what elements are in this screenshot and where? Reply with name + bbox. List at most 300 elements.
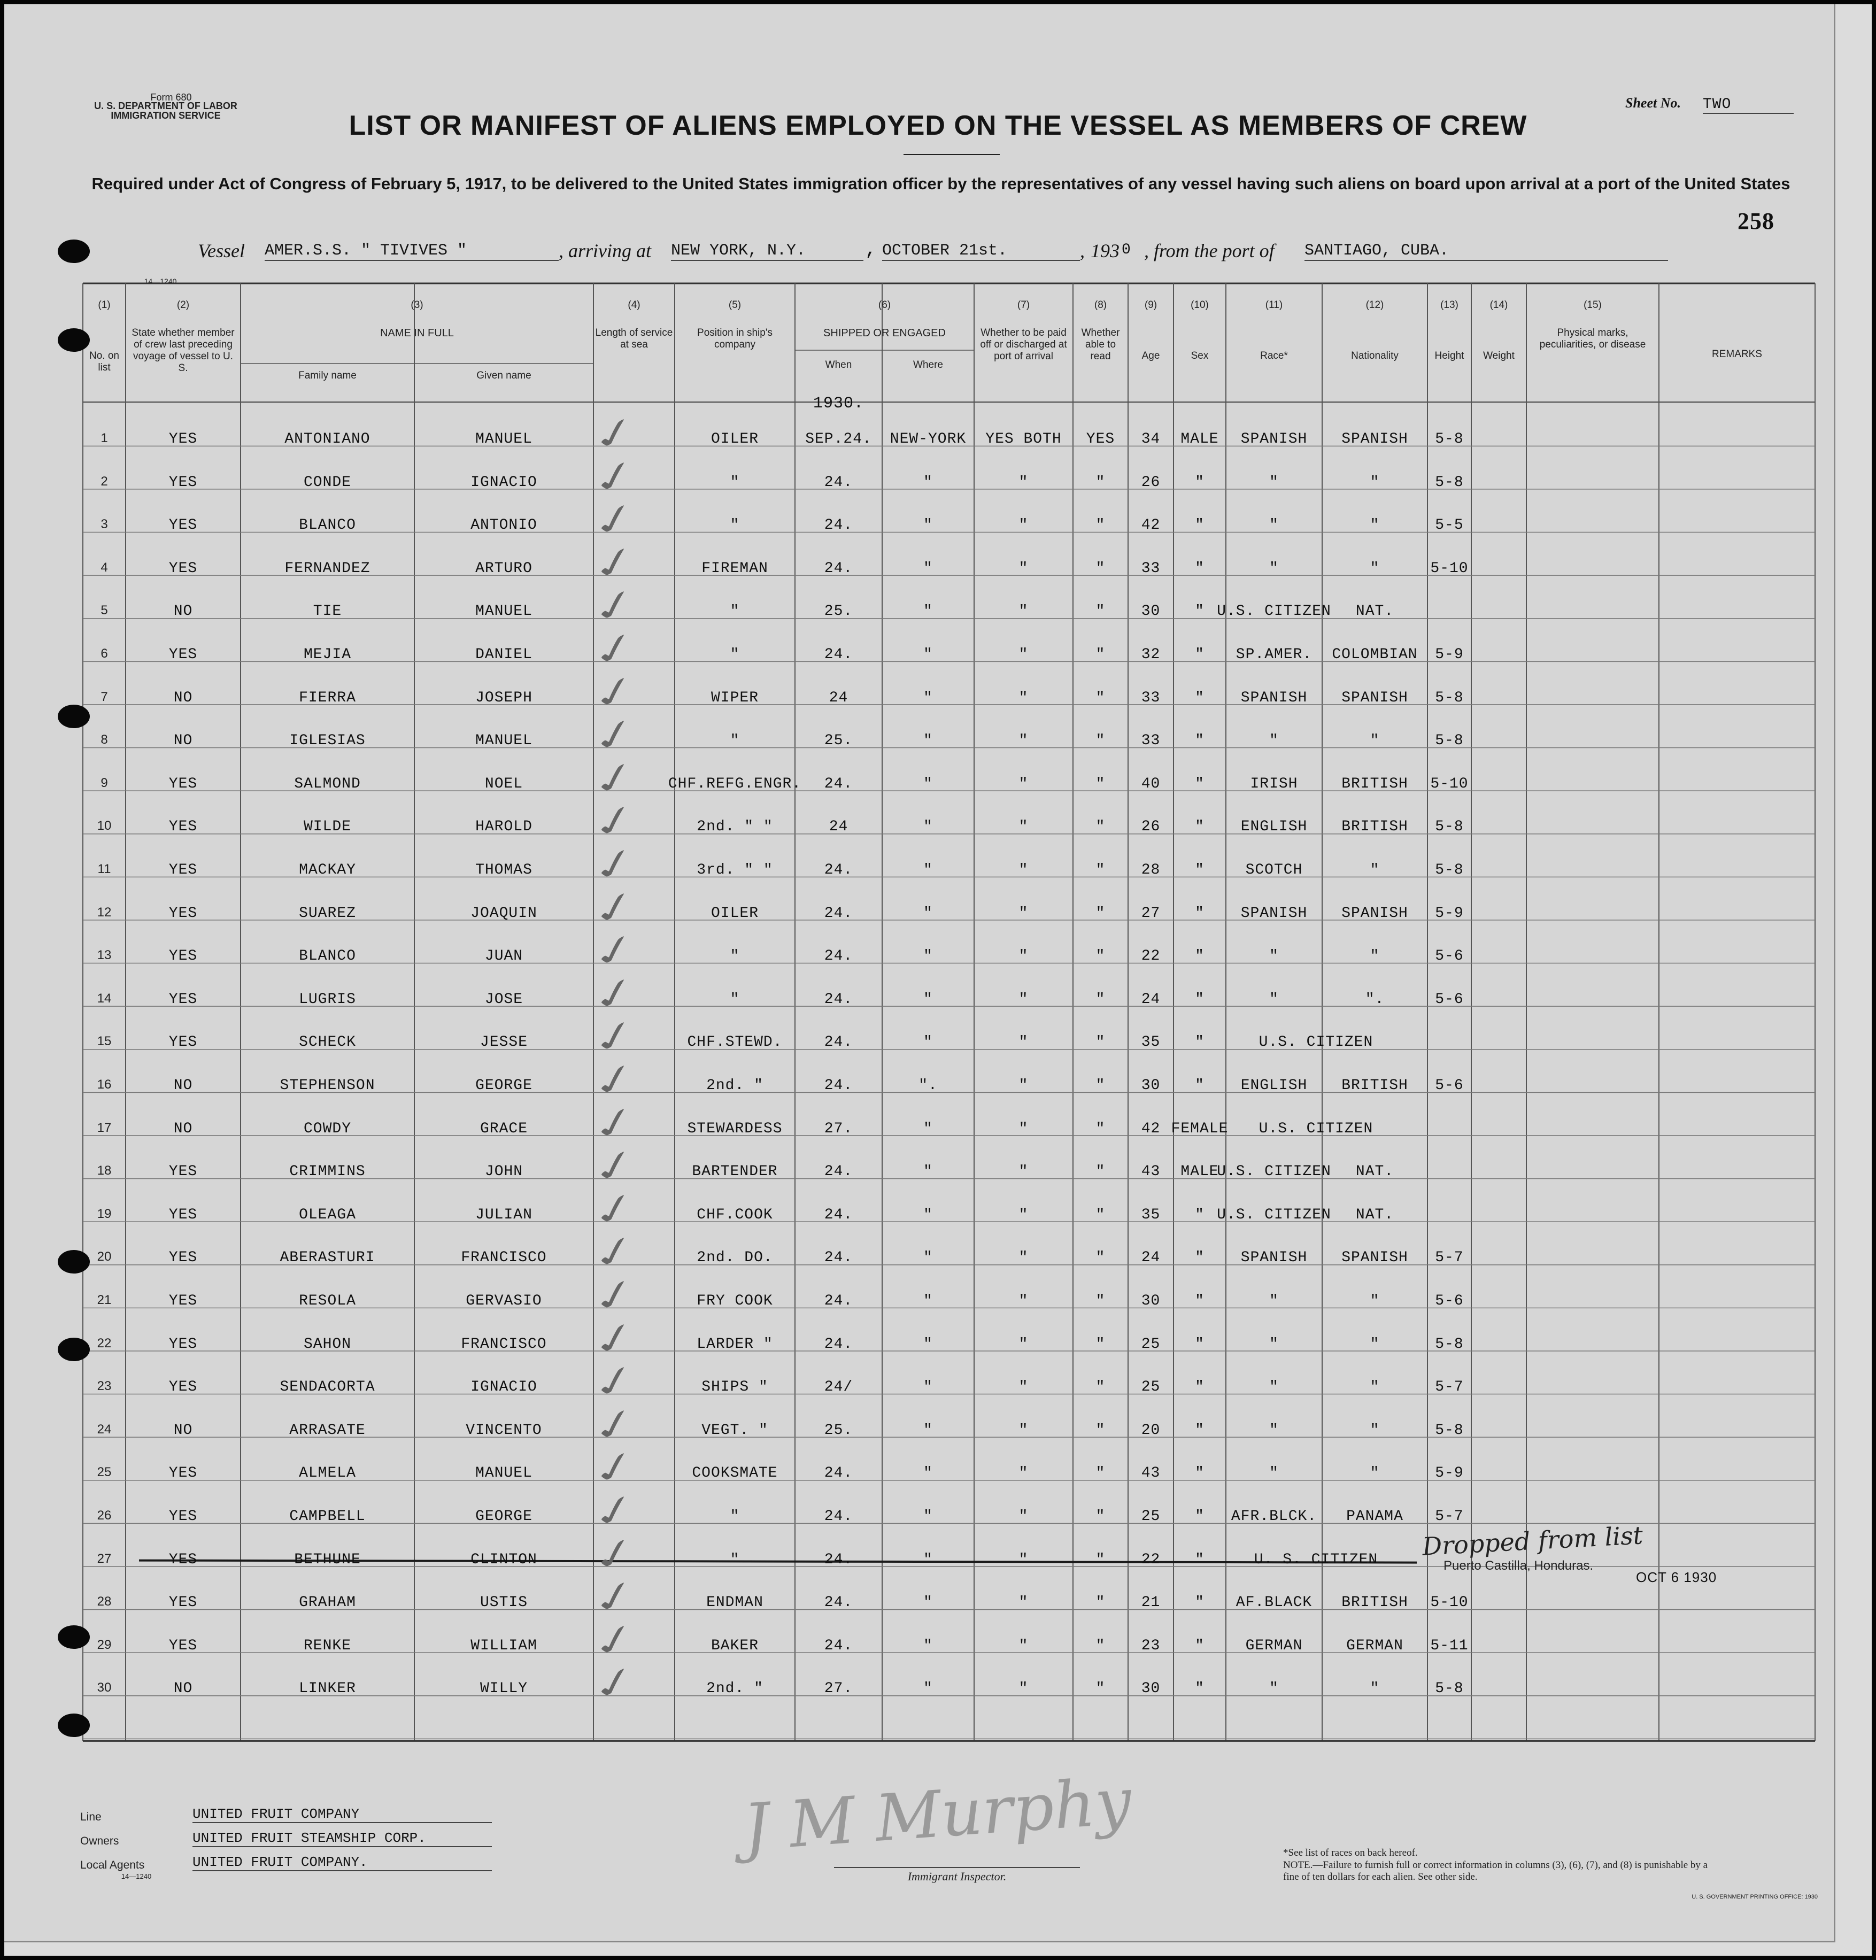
- given-name-cell: VINCENTO: [466, 1422, 542, 1439]
- shipped-when-cell: 24.: [824, 1293, 853, 1309]
- row-number: 14: [97, 991, 112, 1006]
- prior-voyage-cell: YES: [168, 948, 198, 965]
- position-cell: CHF.STEWD.: [687, 1034, 783, 1051]
- shipped-where-cell: ": [923, 732, 933, 750]
- race-cell: U. S. CITIZEN: [1254, 1551, 1378, 1568]
- family-name-cell: CRIMMINS: [289, 1163, 366, 1180]
- paid-off-cell: ": [1018, 560, 1029, 577]
- sex-cell: ": [1195, 1249, 1205, 1267]
- nationality-cell: ": [1370, 1465, 1380, 1482]
- form-number: Form 680: [150, 92, 192, 103]
- service-check-mark: ✓: [585, 1225, 646, 1280]
- height-cell: 5-11: [1430, 1637, 1469, 1654]
- able-to-read-cell: ": [1095, 603, 1106, 620]
- shipped-when-cell: 24.: [824, 1637, 853, 1654]
- family-name-cell: IGLESIAS: [289, 732, 366, 750]
- paid-off-cell: ": [1018, 991, 1029, 1008]
- sex-cell: ": [1195, 948, 1205, 965]
- sheet-label: Sheet No.: [1625, 95, 1681, 111]
- age-cell: 26: [1141, 474, 1161, 491]
- prior-voyage-cell: YES: [168, 1637, 198, 1654]
- row-number: 1: [101, 431, 108, 445]
- sex-cell: ": [1195, 1551, 1205, 1568]
- column-number: (9): [1144, 299, 1157, 311]
- binder-hole: [58, 1338, 90, 1361]
- race-cell: U.S. CITIZEN: [1259, 1034, 1373, 1051]
- service-check-mark: ✓: [585, 621, 646, 677]
- column-subheader: Family name: [298, 370, 357, 381]
- family-name-cell: GRAHAM: [299, 1594, 356, 1611]
- nationality-cell: ": [1370, 862, 1380, 878]
- sex-cell: ": [1195, 991, 1205, 1008]
- family-name-cell: MACKAY: [299, 862, 356, 878]
- able-to-read-cell: ": [1095, 1206, 1106, 1223]
- shipped-where-cell: ": [923, 517, 933, 534]
- sex-cell: ": [1195, 560, 1205, 577]
- sex-cell: ": [1195, 1077, 1205, 1094]
- shipped-when-cell: 24.: [824, 1465, 853, 1482]
- prior-voyage-cell: YES: [168, 775, 198, 792]
- shipped-when-cell: 24.: [824, 560, 853, 577]
- able-to-read-cell: ": [1095, 1077, 1106, 1094]
- position-cell: ": [730, 732, 740, 750]
- service-check-mark: ✓: [585, 923, 646, 978]
- family-name-cell: ABERASTURI: [280, 1249, 375, 1267]
- position-cell: ": [730, 517, 740, 534]
- column-header: State whether member of crew last preceding voyage of vessel to U. S.: [132, 327, 235, 374]
- sex-cell: ": [1195, 1508, 1205, 1525]
- shipped-where-cell: ": [923, 819, 933, 836]
- sex-cell: ": [1195, 819, 1205, 836]
- column-header: SHIPPED OR ENGAGED: [823, 327, 946, 339]
- able-to-read-cell: ": [1095, 1034, 1106, 1051]
- service-check-mark: ✓: [585, 1612, 646, 1668]
- prior-voyage-cell: YES: [168, 1379, 198, 1396]
- paid-off-cell: ": [1018, 1508, 1029, 1525]
- shipped-when-cell: 24/: [824, 1379, 853, 1396]
- shipped-where-cell: ": [923, 905, 933, 922]
- print-code-bottom: 14—1240: [121, 1872, 152, 1880]
- from-port-label: , from the port of: [1144, 240, 1275, 261]
- age-cell: 40: [1141, 775, 1161, 792]
- shipped-where-cell: ": [923, 1249, 933, 1267]
- position-cell: ": [730, 646, 740, 663]
- shipped-where-cell: ": [923, 991, 933, 1008]
- height-cell: 5-8: [1435, 732, 1464, 750]
- shipped-when-cell: 25.: [824, 603, 853, 620]
- shipped-when-cell: 24.: [824, 775, 853, 792]
- paid-off-cell: ": [1018, 474, 1029, 491]
- given-name-cell: MANUEL: [475, 431, 532, 447]
- able-to-read-cell: ": [1095, 560, 1106, 577]
- service-name: IMMIGRATION SERVICE: [111, 110, 221, 121]
- shipped-when-cell: 25.: [824, 732, 853, 750]
- age-cell: 24: [1141, 991, 1161, 1008]
- page-number: 258: [1738, 208, 1774, 234]
- given-name-cell: THOMAS: [475, 862, 532, 878]
- service-check-mark: ✓: [585, 1052, 646, 1108]
- column-number: (4): [628, 299, 640, 311]
- position-cell: ": [730, 603, 740, 620]
- race-cell: ": [1269, 732, 1279, 750]
- family-name-cell: LINKER: [299, 1680, 356, 1697]
- column-number: (1): [98, 299, 111, 311]
- race-cell: U.S. CITIZEN: [1259, 1120, 1373, 1137]
- shipped-when-cell: 24.: [824, 1551, 853, 1568]
- given-name-cell: MANUEL: [475, 603, 532, 620]
- nationality-cell: BRITISH: [1341, 1077, 1408, 1094]
- paid-off-cell: ": [1018, 948, 1029, 965]
- position-cell: 3rd. " ": [697, 862, 773, 878]
- service-check-mark: ✓: [585, 1656, 646, 1711]
- page-subtitle: Required under Act of Congress of February 5, 1917, to be delivered to the United States immigration officer by the representatives of any vessel having such aliens on board upon arrival at a port of the United States: [91, 174, 1790, 193]
- nationality-cell: NAT.: [1355, 1163, 1394, 1180]
- line-value: UNITED FRUIT COMPANY: [192, 1806, 492, 1823]
- shipped-where-cell: ": [923, 1336, 933, 1353]
- column-header: Whether able to read: [1081, 327, 1120, 362]
- shipped-where-cell: ": [923, 603, 933, 620]
- prior-voyage-cell: YES: [168, 517, 198, 534]
- given-name-cell: WILLY: [480, 1680, 528, 1697]
- column-header: Whether to be paid off or discharged at port of arrival: [980, 327, 1067, 362]
- column-header: Sex: [1191, 350, 1209, 361]
- service-check-mark: ✓: [585, 1526, 646, 1581]
- row-number: 7: [101, 689, 108, 704]
- able-to-read-cell: ": [1095, 689, 1106, 706]
- able-to-read-cell: ": [1095, 862, 1106, 878]
- position-cell: ": [730, 1508, 740, 1525]
- service-check-mark: ✓: [585, 751, 646, 806]
- age-cell: 27: [1141, 905, 1161, 922]
- row-number: 25: [97, 1465, 112, 1480]
- family-name-cell: WILDE: [303, 819, 351, 836]
- column-subheader: Given name: [476, 370, 531, 381]
- given-name-cell: FRANCISCO: [461, 1249, 547, 1267]
- nationality-cell: ": [1370, 1680, 1380, 1697]
- penalty-note: NOTE.—Failure to furnish full or correct information in columns (3), (6), (7), and (8) is punishable by a fine of ten dollars for each alien. See other side.: [1283, 1859, 1708, 1882]
- shipped-when-cell: 24.: [824, 1163, 853, 1180]
- age-cell: 20: [1141, 1422, 1161, 1439]
- height-cell: 5-6: [1435, 1293, 1464, 1309]
- shipped-when-cell: 24: [829, 819, 848, 836]
- nationality-cell: SPANISH: [1341, 1249, 1408, 1267]
- service-check-mark: ✓: [585, 406, 646, 461]
- age-cell: 22: [1141, 1551, 1161, 1568]
- sex-cell: ": [1195, 1637, 1205, 1654]
- shipped-where-cell: ": [923, 1680, 933, 1697]
- able-to-read-cell: ": [1095, 646, 1106, 663]
- age-cell: 35: [1141, 1206, 1161, 1223]
- race-cell: ": [1269, 560, 1279, 577]
- able-to-read-cell: ": [1095, 1465, 1106, 1482]
- given-name-cell: JESSE: [480, 1034, 528, 1051]
- paid-off-cell: ": [1018, 1551, 1029, 1568]
- sex-cell: MALE: [1180, 1163, 1219, 1180]
- sex-cell: ": [1195, 1422, 1205, 1439]
- service-check-mark: ✓: [585, 1440, 646, 1495]
- prior-voyage-cell: YES: [168, 431, 198, 447]
- prior-voyage-cell: YES: [168, 991, 198, 1008]
- paid-off-cell: ": [1018, 1594, 1029, 1611]
- arrival-date: OCTOBER 21st.: [882, 242, 1080, 261]
- prior-voyage-cell: NO: [173, 732, 193, 750]
- height-cell: 5-10: [1430, 560, 1469, 577]
- able-to-read-cell: ": [1095, 1551, 1106, 1568]
- sex-cell: FEMALE: [1171, 1120, 1229, 1137]
- family-name-cell: ALMELA: [299, 1465, 356, 1482]
- prior-voyage-cell: YES: [168, 1336, 198, 1353]
- shipped-where-cell: ": [923, 948, 933, 965]
- age-cell: 30: [1141, 1077, 1161, 1094]
- row-number: 12: [97, 905, 112, 920]
- race-cell: ": [1269, 1680, 1279, 1697]
- position-cell: 2nd. ": [706, 1077, 763, 1094]
- row-number: 3: [101, 517, 108, 532]
- able-to-read-cell: ": [1095, 1249, 1106, 1267]
- manifest-sheet: Form 680 U. S. DEPARTMENT OF LABOR IMMIGRATION SERVICE Sheet No. TWO LIST OR MANIFEST OF ALIENS EMPLOYED ON THE VESSEL AS MEMBERS OF CREW Required under Act of Congress of February 5, 1917, to be delivered to the United States immigration officer by the representatives of any vessel having such aliens on board upon arrival at a port of the United States 258 Vessel AMER.S.S. " TIVIVES " , arriving at NEW YORK, N.Y. , OCTOBER 21st. , 193 0 , from the port of SANTIAGO, CUBA. 14—1240 (1) No. on list (2) State whether member of crew last preceding voyage of vessel to U. S. (3) NAME IN FULL Family name Given name (4) Length of service at sea (5) Position in ship's company (6) SHIPPED OR ENGAGED When Where (7) Whether to be paid off or discharged at port of arrival (8) Whether able to read (9) Age (10) Sex (11) Race* (12) Nationality (13) Height (14) Weight (15) Physical marks, peculiarities, or disease REMARKS 1930. 1 YES ANTONIANO MANUEL OILER SEP.24. NEW-YORK YES BOTH YES 34 MALE SPANISH SPANISH 5-8 ✓ 2 YES CONDE IGNACIO " 24. " " " 26 " " " 5-8 ✓ 3 YES BLANCO ANTONIO " 24. " " " 42 " " " 5-5 ✓ 4 YES FERNANDEZ ARTURO FIREMAN 24. " " " 33 " " " 5-10 ✓ 5 NO TIE MANUEL " 25. " " " 30 " U.S. CITIZEN NAT. ✓ 6 YES MEJIA DANIEL " 24. " " " 32 " SP.AMER. COLOMBIAN 5-9 ✓ 7 NO FIERRA JOSEPH WIPER 24 " " " 33 " SPANISH SPANISH 5-8 ✓ 8 NO IGLESIAS MANUEL " 25. " " " 33 " " " 5-8 ✓ 9 YES SALMOND NOEL CHF.REFG.ENGR. 24. " " " 40 " IRISH BRITISH 5-10 ✓ 10 YES WILDE HAROLD 2nd. " " 24 " " " 26 " ENGLISH BRITISH 5-8 ✓ 11 YES MACKAY THOMAS 3rd. " " 24. " " " 28 " SCOTCH " 5-8 ✓ 12 YES SUAREZ JOAQUIN OILER 24. " " " 27 " SPANISH SPANISH 5-9 ✓ 13 YES BLANCO JUAN " 24. " " " 22 " " " 5-6 ✓ 14 YES LUGRIS JOSE " 24. " " " 24 " " ". 5-6 ✓ 15 YES SCHECK JESSE CHF.STEWD. 24. " " " 35 " U.S. CITIZEN ✓ 16 NO STEPHENSON GEORGE 2nd. " 24. ". " " 30 " ENGLISH BRITISH 5-6 ✓ 17 NO COWDY GRACE STEWARDESS 27. " " " 42 FEMALE U.S. CITIZEN ✓ 18 YES CRIMMINS JOHN BARTENDER 24. " " " 43 MALE U.S. CITIZEN NAT. ✓ 19 YES OLEAGA JULIAN CHF.COOK 24. " " " 35 " U.S. CITIZEN NAT. ✓ 20 YES ABERASTURI FRANCISCO 2nd. DO. 24. " " " 24 " SPANISH SPANISH 5-7 ✓ 21 YES RESOLA GERVASIO FRY COOK 24. " " " 30 " " " 5-6 ✓ 22 YES SAHON FRANCISCO LARDER " 24. " " " 25 " " " 5-8 ✓ 23 YES SENDACORTA IGNACIO SHIPS " 24/ " " " 25 " " " 5-7 ✓ 24 NO ARRASATE VINCENTO VEGT. " 25. " " " 20 " " " 5-8 ✓ 25 YES ALMELA MANUEL COOKSMATE 24. " " " 43 " " " 5-9 ✓ 26 YES CAMPBELL GEORGE " 24. " " " 25 " AFR.BLCK. PANAMA 5-7 ✓ 27 YES BETHUNE CLINTON " 24. " " " 22 " U. S. CITIZEN ✓ 28 YES GRAHAM USTIS ENDMAN 24. " " " 21 " AF.BLACK BRITISH 5-10 ✓ 29 YES RENKE WILLIAM BAKER 24. " " " 23 " GERMAN GERMAN 5-11 ✓ 30 NO LINKER WILLY 2nd. " 27. " " " 30 " " " 5-8 ✓ Dropped from list Puerto Castilla, Honduras. OCT 6 1930 Line UNITED FRUIT COMPANY Owners UNITED FRUIT STEAMSHIP CORP. Local Agents UNITED FRUIT COMPANY. 14—1240 J M Murphy Immigrant Inspector. *See list of races on back hereof. NOTE.—Failure to furnish full or correct information in columns (3), (6), (7), and (8) is punishable by a fine of ten dollars for each alien. See other side. U. S. GOVERNMENT PRINTING OFFICE: 1930: [0, 0, 1835, 1942]
- given-name-cell: JUAN: [484, 948, 523, 965]
- shipped-where-cell: ": [923, 1034, 933, 1051]
- race-cell: SPANISH: [1240, 689, 1308, 706]
- prior-voyage-cell: NO: [173, 1422, 193, 1439]
- able-to-read-cell: ": [1095, 1637, 1106, 1654]
- year-note: 1930.: [813, 395, 864, 413]
- nationality-cell: ": [1370, 517, 1380, 534]
- prior-voyage-cell: NO: [173, 689, 193, 706]
- column-header: Height: [1434, 350, 1464, 361]
- binder-hole: [58, 1714, 90, 1737]
- paid-off-cell: ": [1018, 775, 1029, 792]
- shipped-when-cell: 24.: [824, 948, 853, 965]
- age-cell: 35: [1141, 1034, 1161, 1051]
- remarks-handwritten: Dropped from list: [1421, 1521, 1644, 1561]
- sex-cell: ": [1195, 474, 1205, 491]
- age-cell: 43: [1141, 1465, 1161, 1482]
- paid-off-cell: ": [1018, 905, 1029, 922]
- height-cell: 5-8: [1435, 1422, 1464, 1439]
- family-name-cell: SCHECK: [299, 1034, 356, 1051]
- race-cell: SPANISH: [1240, 1249, 1308, 1267]
- remarks-stamp-date: OCT 6 1930: [1636, 1569, 1717, 1585]
- row-number: 15: [97, 1034, 112, 1049]
- arrival-year-suffix: 0: [1122, 242, 1131, 258]
- paid-off-cell: ": [1018, 1379, 1029, 1396]
- row-number: 9: [101, 775, 108, 790]
- height-cell: 5-7: [1435, 1508, 1464, 1525]
- shipped-where-cell: ": [923, 862, 933, 878]
- paid-off-cell: ": [1018, 1249, 1029, 1267]
- height-cell: 5-8: [1435, 819, 1464, 836]
- family-name-cell: CONDE: [303, 474, 351, 491]
- shipped-when-cell: 24.: [824, 646, 853, 663]
- sex-cell: MALE: [1180, 431, 1219, 447]
- prior-voyage-cell: YES: [168, 474, 198, 491]
- position-cell: BARTENDER: [692, 1163, 778, 1180]
- nationality-cell: ": [1370, 948, 1380, 965]
- row-number: 11: [97, 862, 111, 876]
- service-check-mark: ✓: [585, 707, 646, 763]
- paid-off-cell: ": [1018, 1077, 1029, 1094]
- height-cell: 5-5: [1435, 517, 1464, 534]
- prior-voyage-cell: YES: [168, 1508, 198, 1525]
- age-cell: 30: [1141, 1680, 1161, 1697]
- service-check-mark: ✓: [585, 665, 646, 720]
- row-number: 26: [97, 1508, 112, 1523]
- shipped-where-cell: ": [923, 560, 933, 577]
- family-name-cell: BLANCO: [299, 948, 356, 965]
- shipped-where-cell: ": [923, 775, 933, 792]
- age-cell: 33: [1141, 689, 1161, 706]
- race-cell: ": [1269, 1336, 1279, 1353]
- row-number: 5: [101, 603, 108, 618]
- shipped-where-cell: ": [923, 1293, 933, 1309]
- service-check-mark: ✓: [585, 1009, 646, 1064]
- sex-cell: ": [1195, 689, 1205, 706]
- prior-voyage-cell: YES: [168, 1465, 198, 1482]
- given-name-cell: MANUEL: [475, 1465, 532, 1482]
- prior-voyage-cell: NO: [173, 1077, 193, 1094]
- sex-cell: ": [1195, 603, 1205, 620]
- height-cell: 5-10: [1430, 1594, 1469, 1611]
- sex-cell: ": [1195, 1336, 1205, 1353]
- age-cell: 24: [1141, 1249, 1161, 1267]
- race-cell: ": [1269, 1422, 1279, 1439]
- race-cell: SCOTCH: [1245, 862, 1303, 878]
- prior-voyage-cell: YES: [168, 819, 198, 836]
- height-cell: 5-9: [1435, 646, 1464, 663]
- given-name-cell: HAROLD: [475, 819, 532, 836]
- sex-cell: ": [1195, 1379, 1205, 1396]
- shipped-where-cell: ": [923, 1163, 933, 1180]
- service-check-mark: ✓: [585, 1397, 646, 1453]
- nationality-cell: ": [1370, 1336, 1380, 1353]
- paid-off-cell: ": [1018, 603, 1029, 620]
- family-name-cell: ANTONIANO: [284, 431, 370, 447]
- shipped-when-cell: 24.: [824, 862, 853, 878]
- prior-voyage-cell: YES: [168, 1594, 198, 1611]
- nationality-cell: ": [1370, 560, 1380, 577]
- binder-hole: [58, 1250, 90, 1274]
- race-cell: U.S. CITIZEN: [1217, 1206, 1331, 1223]
- shipped-when-cell: 24.: [824, 1508, 853, 1525]
- race-cell: ENGLISH: [1240, 1077, 1308, 1094]
- age-cell: 25: [1141, 1336, 1161, 1353]
- family-name-cell: RENKE: [303, 1637, 351, 1654]
- shipped-when-cell: 24: [829, 689, 848, 706]
- position-cell: SHIPS ": [701, 1379, 768, 1396]
- age-cell: 33: [1141, 560, 1161, 577]
- family-name-cell: TIE: [313, 603, 342, 620]
- row-number: 10: [97, 819, 112, 834]
- print-code-top: 14—1240: [144, 277, 177, 285]
- position-cell: ": [730, 474, 740, 491]
- owners-label: Owners: [80, 1835, 119, 1847]
- column-header: Age: [1141, 350, 1160, 361]
- sex-cell: ": [1195, 1293, 1205, 1309]
- age-cell: 26: [1141, 819, 1161, 836]
- able-to-read-cell: ": [1095, 991, 1106, 1008]
- race-cell: ": [1269, 948, 1279, 965]
- column-number: (15): [1584, 299, 1602, 311]
- shipped-when-cell: 24.: [824, 1594, 853, 1611]
- prior-voyage-cell: YES: [168, 905, 198, 922]
- position-cell: ENDMAN: [706, 1594, 763, 1611]
- family-name-cell: ARRASATE: [289, 1422, 366, 1439]
- shipped-when-cell: 24.: [824, 991, 853, 1008]
- row-number: 22: [97, 1336, 112, 1351]
- shipped-when-cell: 24.: [824, 1249, 853, 1267]
- family-name-cell: COWDY: [303, 1120, 351, 1137]
- paid-off-cell: ": [1018, 1422, 1029, 1439]
- given-name-cell: GRACE: [480, 1120, 528, 1137]
- nationality-cell: BRITISH: [1341, 819, 1408, 836]
- row-number: 6: [101, 646, 108, 661]
- column-header: Race*: [1260, 350, 1288, 361]
- given-name-cell: IGNACIO: [470, 1379, 537, 1396]
- shipped-where-cell: ": [923, 1551, 933, 1568]
- service-check-mark: ✓: [585, 1483, 646, 1539]
- column-header: No. on list: [89, 350, 119, 373]
- row-number: 29: [97, 1637, 112, 1652]
- race-cell: ": [1269, 1465, 1279, 1482]
- column-number: (11): [1265, 299, 1283, 311]
- row-number: 4: [101, 560, 108, 575]
- family-name-cell: SUAREZ: [299, 905, 356, 922]
- nationality-cell: ".: [1365, 991, 1385, 1008]
- given-name-cell: JOHN: [484, 1163, 523, 1180]
- able-to-read-cell: ": [1095, 1594, 1106, 1611]
- service-check-mark: ✓: [585, 966, 646, 1022]
- shipped-when-cell: SEP.24.: [805, 431, 872, 447]
- age-cell: 21: [1141, 1594, 1161, 1611]
- prior-voyage-cell: YES: [168, 1293, 198, 1309]
- binder-hole: [58, 1625, 90, 1649]
- column-header: NAME IN FULL: [380, 327, 454, 339]
- paid-off-cell: ": [1018, 1336, 1029, 1353]
- row-number: 23: [97, 1379, 112, 1394]
- given-name-cell: JOSE: [484, 991, 523, 1008]
- service-check-mark: ✓: [585, 1311, 646, 1366]
- position-cell: WIPER: [711, 689, 759, 706]
- age-cell: 42: [1141, 517, 1161, 534]
- service-check-mark: ✓: [585, 449, 646, 504]
- height-cell: 5-6: [1435, 948, 1464, 965]
- given-name-cell: USTIS: [480, 1594, 528, 1611]
- row-number: 18: [97, 1163, 112, 1178]
- height-cell: 5-8: [1435, 862, 1464, 878]
- prior-voyage-cell: YES: [168, 560, 198, 577]
- sex-cell: ": [1195, 517, 1205, 534]
- family-name-cell: CAMPBELL: [289, 1508, 366, 1525]
- age-cell: 32: [1141, 646, 1161, 663]
- service-check-mark: ✓: [585, 794, 646, 849]
- able-to-read-cell: ": [1095, 948, 1106, 965]
- race-cell: ": [1269, 1293, 1279, 1309]
- nationality-cell: PANAMA: [1346, 1508, 1403, 1525]
- shipped-where-cell: ": [923, 1206, 933, 1223]
- height-cell: 5-7: [1435, 1249, 1464, 1267]
- race-cell: ": [1269, 991, 1279, 1008]
- race-cell: GERMAN: [1245, 1637, 1303, 1654]
- able-to-read-cell: ": [1095, 905, 1106, 922]
- paid-off-cell: ": [1018, 1163, 1029, 1180]
- row-number: 24: [97, 1422, 112, 1437]
- prior-voyage-cell: NO: [173, 1120, 193, 1137]
- service-check-mark: ✓: [585, 578, 646, 634]
- family-name-cell: SAHON: [303, 1336, 351, 1353]
- sex-cell: ": [1195, 1206, 1205, 1223]
- able-to-read-cell: ": [1095, 1336, 1106, 1353]
